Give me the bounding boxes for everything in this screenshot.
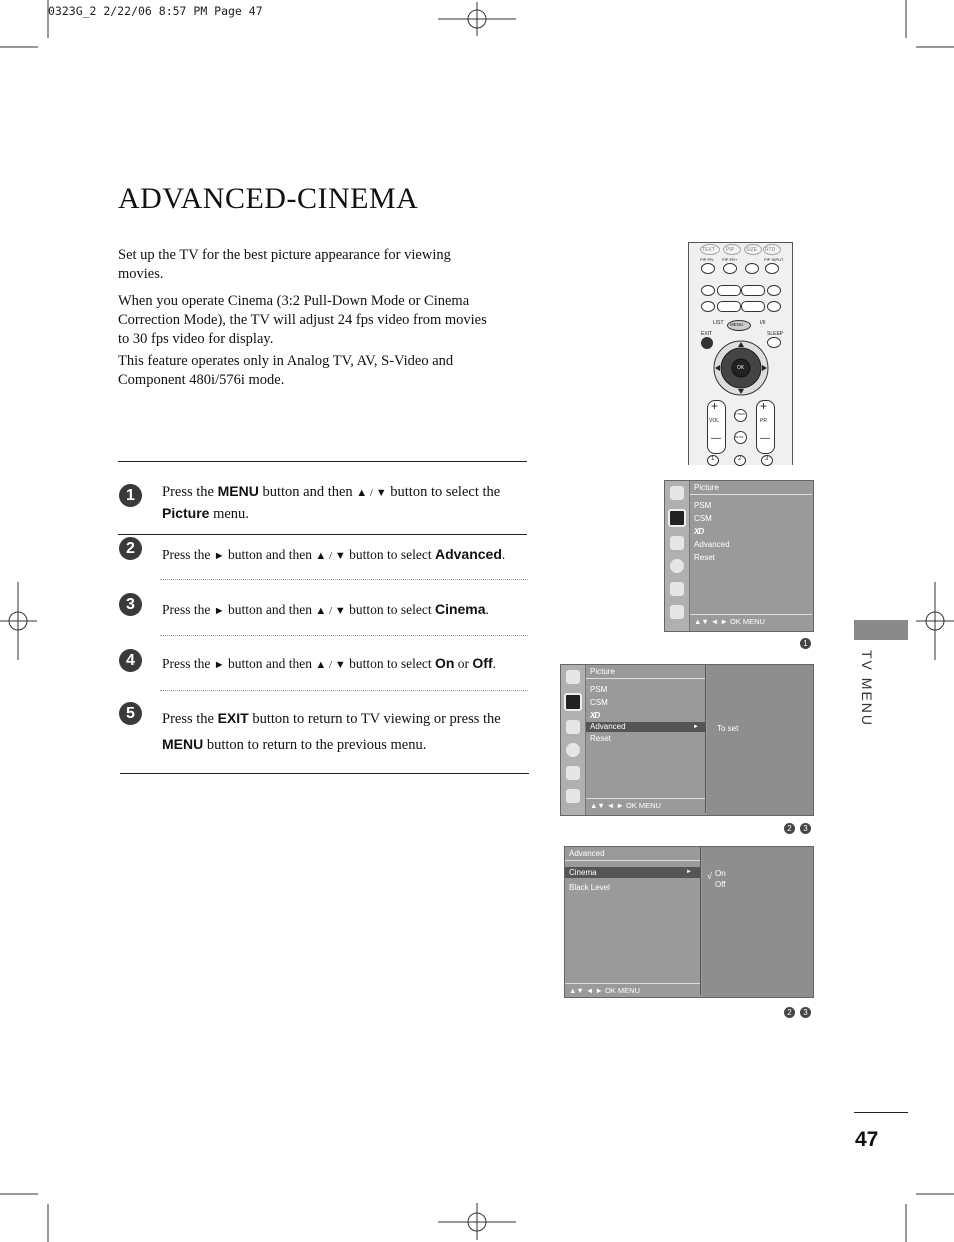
step-1-number: 1 bbox=[119, 484, 142, 507]
osd-item-csm: CSM bbox=[590, 698, 608, 707]
step-1-text: Press the MENU button and then ▲ / ▼ button to select the Picture menu. bbox=[162, 483, 501, 522]
remote-button bbox=[745, 263, 759, 274]
setup-icon bbox=[566, 670, 580, 684]
steps-top-rule bbox=[118, 461, 527, 462]
osd-advanced-list bbox=[565, 847, 701, 995]
remote-rtd-label: RTD bbox=[765, 247, 776, 253]
remote-pip-pr-plus-label: PIP PR+ bbox=[722, 257, 738, 262]
step-4-text: Press the ► button and then ▲ / ▼ button to select On or Off. bbox=[162, 655, 497, 671]
osd-item-xd: XD bbox=[694, 527, 704, 536]
step-1-rule bbox=[118, 534, 527, 535]
osd-icon-column bbox=[561, 665, 586, 815]
osd-picture-menu-1 bbox=[664, 480, 814, 632]
remote-list-label: LIST bbox=[713, 320, 724, 326]
osd-footer: ▲▼ ◄ ► OK MENU bbox=[565, 983, 700, 997]
remote-record-button bbox=[701, 285, 715, 296]
step-4-divider bbox=[160, 690, 528, 691]
remote-vol-minus-icon: — bbox=[711, 433, 721, 444]
remote-text-label: TEXT bbox=[702, 247, 715, 253]
osd3-step-badge-b: 3 bbox=[800, 1007, 811, 1018]
osd3-step-badge-a: 2 bbox=[784, 1007, 795, 1018]
picture-icon bbox=[668, 509, 686, 527]
osd-picture-menu-2 bbox=[560, 664, 814, 816]
step-5-number: 5 bbox=[119, 702, 142, 725]
osd-item-cinema-selected: Cinema ► bbox=[565, 867, 700, 878]
option-icon bbox=[566, 766, 580, 780]
osd2-step-badge-b: 3 bbox=[800, 823, 811, 834]
step-3-divider bbox=[160, 635, 528, 636]
step-2-text: Press the ► button and then ▲ / ▼ button to select Advanced. bbox=[162, 546, 506, 562]
remote-rewind-button bbox=[717, 301, 741, 312]
osd-item-reset: Reset bbox=[590, 734, 611, 743]
remote-button bbox=[701, 301, 715, 312]
osd-option-on: On bbox=[715, 869, 726, 878]
remote-num-3-label: 3 bbox=[765, 456, 769, 462]
remote-button bbox=[767, 301, 781, 312]
intro-paragraph-2: When you operate Cinema (3:2 Pull-Down Mode or Cinema Correction Mode), the TV will adjust 24 fps video from movies to 30 fps video for display. bbox=[118, 293, 487, 347]
osd-submenu-panel bbox=[707, 665, 813, 815]
remote-button bbox=[701, 263, 715, 274]
osd1-step-badge: 1 bbox=[800, 638, 811, 649]
time-icon bbox=[670, 559, 684, 573]
step-3-text: Press the ► button and then ▲ / ▼ button to select Cinema. bbox=[162, 601, 489, 617]
page-title: ADVANCED-CINEMA bbox=[118, 182, 419, 215]
osd-option-panel bbox=[702, 847, 813, 997]
remote-rtd-button bbox=[763, 244, 781, 255]
osd-footer: ▲▼ ◄ ► OK MENU bbox=[690, 614, 812, 628]
osd-item-reset: Reset bbox=[694, 553, 715, 562]
remote-stop-button bbox=[767, 285, 781, 296]
step-3-number: 3 bbox=[119, 593, 142, 616]
remote-ii-label: I/II bbox=[760, 320, 766, 326]
intro-paragraph-1: Set up the TV for the best picture appearance for viewing movies. bbox=[118, 247, 451, 282]
osd-item-csm: CSM bbox=[694, 514, 712, 523]
remote-size-label: SIZE bbox=[746, 247, 758, 253]
sound-icon bbox=[566, 720, 580, 734]
remote-pip-label: PIP bbox=[726, 247, 735, 253]
osd-icon-column bbox=[665, 481, 690, 631]
remote-vol-plus-icon: + bbox=[711, 399, 719, 413]
osd-item-xd: XD bbox=[590, 711, 600, 720]
remote-sleep-label: SLEEP bbox=[767, 331, 784, 337]
osd-footer: ▲▼ ◄ ► OK MENU bbox=[586, 798, 705, 812]
osd-picture-list bbox=[690, 481, 812, 629]
remote-size-button bbox=[744, 244, 762, 255]
page-number-rule bbox=[854, 1112, 908, 1113]
remote-pip-input-label: PIP INPUT bbox=[764, 257, 784, 262]
section-tab-marker bbox=[854, 620, 908, 640]
remote-pip-button bbox=[723, 244, 741, 255]
setup-icon bbox=[670, 486, 684, 500]
osd2-step-badge-a: 2 bbox=[784, 823, 795, 834]
remote-pr-label: PR bbox=[760, 418, 767, 424]
remote-ok-label: OK bbox=[737, 365, 745, 371]
section-side-label: TV MENU bbox=[859, 650, 875, 727]
remote-pr-plus-icon: + bbox=[760, 399, 768, 413]
chevron-right-icon: ► bbox=[693, 724, 699, 730]
intro-paragraph-3: This feature operates only in Analog TV, AV, S-Video and Component 480i/576i mode. bbox=[118, 353, 454, 388]
screen-icon bbox=[566, 789, 580, 803]
osd-title: Picture bbox=[586, 665, 705, 679]
remote-control-illustration bbox=[688, 242, 793, 465]
remote-num-2-label: 2 bbox=[738, 456, 742, 462]
screen-icon bbox=[670, 605, 684, 619]
remote-play-button bbox=[717, 285, 741, 296]
osd-item-psm: PSM bbox=[590, 685, 608, 694]
option-icon bbox=[670, 582, 684, 596]
page-number: 47 bbox=[855, 1128, 879, 1151]
step-4-number: 4 bbox=[119, 649, 142, 672]
osd-item-advanced: Advanced bbox=[694, 540, 730, 549]
time-icon bbox=[566, 743, 580, 757]
remote-mute-label: MUTE bbox=[735, 435, 744, 439]
remote-pr-minus-icon: — bbox=[760, 433, 770, 444]
step-2-divider bbox=[160, 579, 528, 580]
remote-button bbox=[765, 263, 779, 274]
osd-picture-list bbox=[586, 665, 706, 813]
remote-pip-pr-minus-label: PIP PR- bbox=[700, 257, 715, 262]
remote-menu-label: MENU bbox=[730, 322, 744, 327]
steps-bottom-rule bbox=[120, 773, 529, 774]
remote-num-1-label: 1 bbox=[711, 456, 715, 462]
remote-qview-label: Q.VIEW bbox=[734, 412, 745, 416]
osd-title: Advanced bbox=[565, 847, 700, 861]
remote-vol-label: VOL bbox=[709, 418, 720, 424]
osd-item-black-level: Black Level bbox=[569, 883, 610, 892]
osd-advanced-menu bbox=[564, 846, 814, 998]
osd-item-advanced-selected: Advanced ► bbox=[586, 722, 705, 732]
osd-item-psm: PSM bbox=[694, 501, 712, 510]
remote-ff-button bbox=[741, 301, 765, 312]
osd-title: Picture bbox=[690, 481, 812, 495]
sound-icon bbox=[670, 536, 684, 550]
chevron-right-icon: ► bbox=[686, 869, 692, 875]
print-header: 0323G_2 2/22/06 8:57 PM Page 47 bbox=[48, 4, 263, 18]
remote-pause-button bbox=[741, 285, 765, 296]
remote-text-button bbox=[700, 244, 720, 255]
step-2-number: 2 bbox=[119, 537, 142, 560]
check-icon: √ bbox=[707, 871, 712, 881]
remote-button bbox=[723, 263, 737, 274]
osd-to-set-label: To set bbox=[717, 724, 739, 733]
step-5-text: Press the EXIT button to return to TV viewing or press the MENU button to return to the previous menu. bbox=[162, 710, 501, 753]
osd-option-off: Off bbox=[715, 880, 726, 889]
picture-icon bbox=[564, 693, 582, 711]
remote-exit-label: EXIT bbox=[701, 331, 713, 337]
